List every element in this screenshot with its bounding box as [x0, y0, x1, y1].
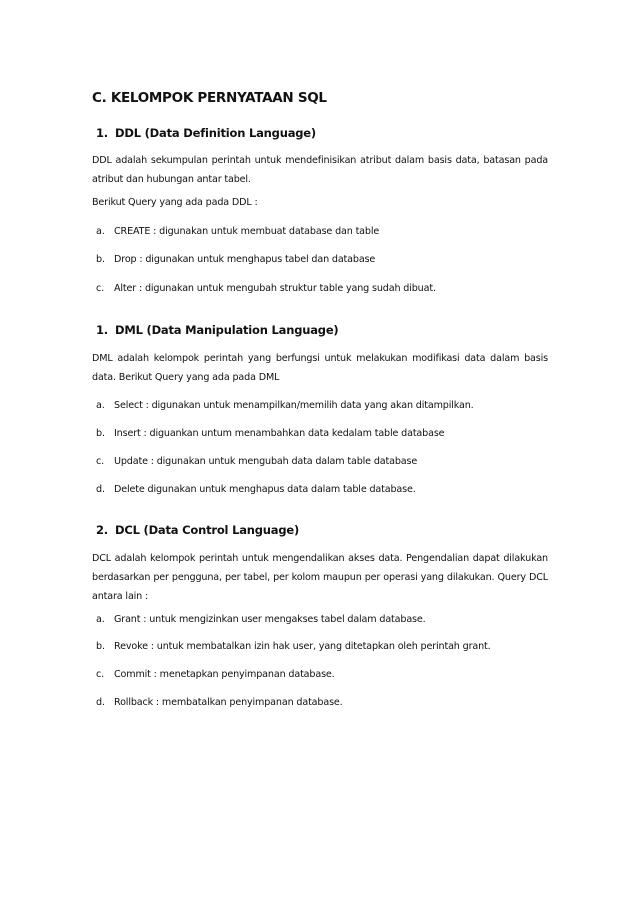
list-item: a. Select : digunakan untuk menampilkan/memilih data yang akan ditampilkan.: [96, 400, 474, 411]
list-item: c. Alter : digunakan untuk mengubah struktur table yang sudah dibuat.: [96, 283, 436, 294]
list-item: c. Commit : menetapkan penyimpanan database.: [96, 669, 335, 680]
section-number: 1.: [96, 323, 108, 337]
list-item: a. CREATE : digunakan untuk membuat database dan table: [96, 226, 380, 237]
section-heading-ddl: [96, 126, 316, 140]
section-heading-dcl: [96, 523, 299, 537]
list-item: b. Insert : diguankan untum menambahkan data kedalam table database: [96, 428, 445, 439]
list-item: c. Update : digunakan untuk mengubah data dalam table database: [96, 456, 418, 467]
section-heading-dml: [96, 323, 338, 337]
section-title: DCL (Data Control Language): [115, 523, 300, 537]
dcl-description: DCL adalah kelompok perintah untuk mengendalikan akses data. Pengendalian dapat dilakukan berdasarkan per pengguna, per tabel, per kolom maupun per operasi yang dilakukan. Query DCL antara lain :: [92, 553, 548, 602]
list-item: b. Drop : digunakan untuk menghapus tabel dan database: [96, 254, 376, 265]
dml-description: DML adalah kelompok perintah yang berfungsi untuk melakukan modifikasi data dalam basis data. Berikut Query yang ada pada DML: [92, 353, 548, 383]
section-number: 1.: [96, 126, 108, 140]
section-number: 2.: [96, 523, 108, 537]
section-title: DML (Data Manipulation Language): [115, 323, 339, 337]
section-title: DDL (Data Definition Language): [115, 126, 316, 140]
ddl-description: DDL adalah sekumpulan perintah untuk mendefinisikan atribut dalam basis data, batasan pada atribut dan hubungan antar tabel.: [92, 155, 548, 185]
list-item: d. Rollback : membatalkan penyimpanan database.: [96, 697, 343, 708]
list-item: a. Grant : untuk mengizinkan user mengakses tabel dalam database.: [96, 614, 426, 625]
document-title: C. KELOMPOK PERNYATAAN SQL: [92, 90, 327, 106]
list-item: b. Revoke : untuk membatalkan izin hak user, yang ditetapkan oleh perintah grant.: [96, 641, 491, 652]
ddl-intro: Berikut Query yang ada pada DDL :: [92, 197, 258, 208]
list-item: d. Delete digunakan untuk menghapus data dalam table database.: [96, 484, 416, 495]
